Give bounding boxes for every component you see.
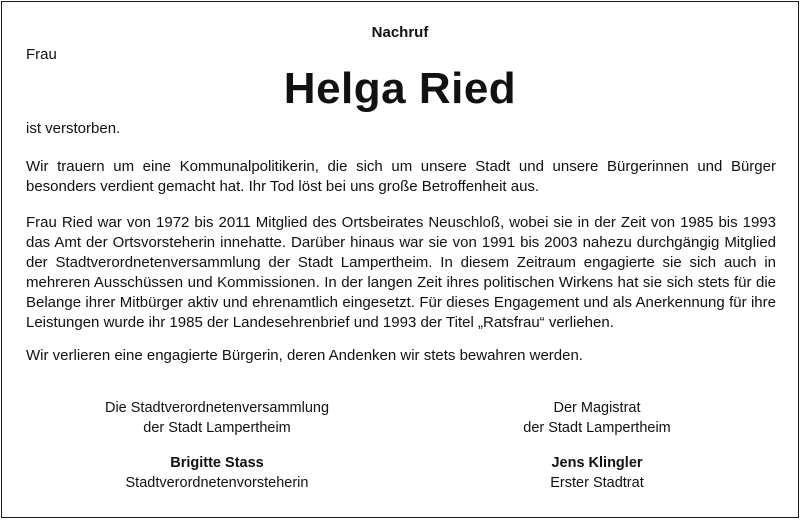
signature-block-council xyxy=(62,398,372,493)
name-prefix: Frau xyxy=(26,46,57,63)
signature-org-line: Der Magistrat xyxy=(553,400,641,416)
paragraph-farewell: Wir verlieren eine engagierte Bürgerin, deren Andenken wir stets bewahren werden. xyxy=(26,347,583,364)
paragraph-biography: Frau Ried war von 1972 bis 2011 Mitglied des Ortsbeirates Neuschloß, wobei sie in der Zeit von 1985 bis 1993 das Amt der Ortsvorsteherin innehatte. Darüber hinaus war sie von 1991 bis 2003 nahezu durchgängig Mitglied der Stadtverordnetenversammlung der Stadt Lampertheim. In diesem Zeitraum engagierte sie sich auch in mehreren Ausschüssen und Kommissionen. In der langen Zeit ihres politischen Wirkens hat sie sich stets für die Belange ihrer Mitbürger aktiv und ehrenamtlich eingesetzt. Für dieses Engagement und als Anerkennung für ihre Leistungen wurde ihr 1985 der Landesehrenbrief und 1993 der Titel „Ratsfrau“ verliehen. xyxy=(26,214,776,331)
signatory-name: Brigitte Stass xyxy=(170,455,264,471)
signatory-role: Stadtverordnetenvorsteherin xyxy=(125,475,309,491)
signature-org-line: der Stadt Lampertheim xyxy=(143,420,291,436)
signatory-name: Jens Klingler xyxy=(551,455,643,471)
paragraph-tribute: Wir trauern um eine Kommunalpolitikerin, die sich um unsere Stadt und unsere Bürgerinnen und Bürger besonders verdient gemacht hat. Ihr Tod löst bei uns große Betroffenheit aus. xyxy=(26,158,776,195)
signature-block-magistrate xyxy=(442,398,752,493)
death-statement: ist verstorben. xyxy=(26,120,121,137)
obituary-notice xyxy=(1,1,799,518)
notice-heading: Nachruf xyxy=(371,24,429,41)
signature-org-line: der Stadt Lampertheim xyxy=(523,420,671,436)
signature-org-line: Die Stadtverordnetenversammlung xyxy=(104,400,330,416)
signatory-role: Erster Stadtrat xyxy=(550,475,644,491)
deceased-name: Helga Ried xyxy=(283,64,517,113)
